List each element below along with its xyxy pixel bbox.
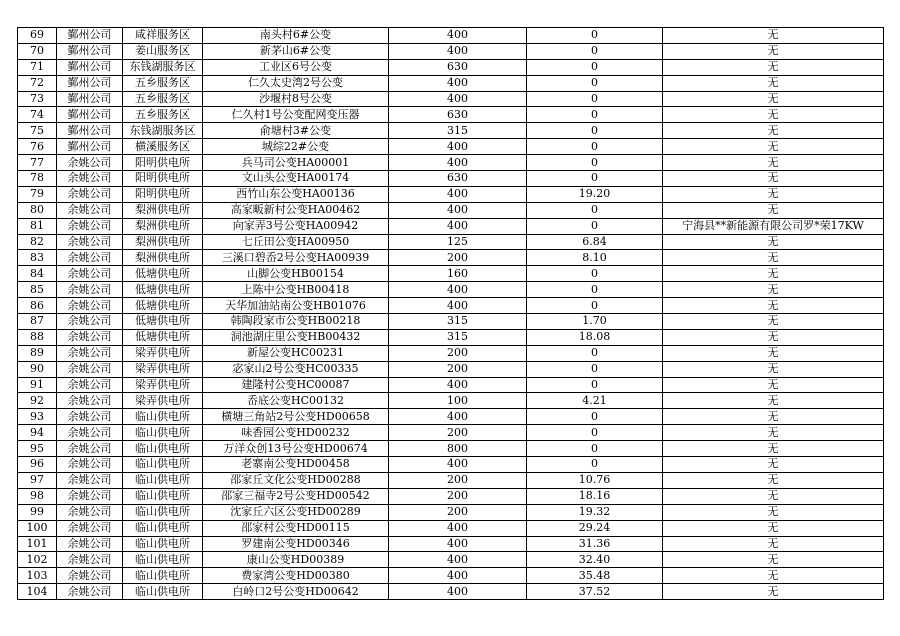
row-index: 101 xyxy=(18,536,57,552)
table-row xyxy=(18,536,884,552)
value-cell: 0 xyxy=(527,361,663,377)
transformer-name-cell: 罗建南公变HD00346 xyxy=(203,536,389,552)
table-row xyxy=(18,441,884,457)
value-cell: 31.36 xyxy=(527,536,663,552)
service-area-cell: 横溪服务区 xyxy=(123,139,203,155)
note-cell: 无 xyxy=(663,43,884,59)
value-cell: 0 xyxy=(527,202,663,218)
company-cell: 鄞州公司 xyxy=(57,139,123,155)
note-cell: 无 xyxy=(663,107,884,123)
table-row xyxy=(18,488,884,504)
company-cell: 鄞州公司 xyxy=(57,43,123,59)
note-cell: 无 xyxy=(663,28,884,44)
table-row xyxy=(18,457,884,473)
data-table xyxy=(17,27,884,600)
transformer-name-cell: 山脚公变HB00154 xyxy=(203,266,389,282)
row-index: 73 xyxy=(18,91,57,107)
value-cell: 18.16 xyxy=(527,488,663,504)
capacity-cell: 125 xyxy=(389,234,527,250)
note-cell: 无 xyxy=(663,314,884,330)
service-area-cell: 梨洲供电所 xyxy=(123,250,203,266)
company-cell: 余姚公司 xyxy=(57,568,123,584)
row-index: 86 xyxy=(18,298,57,314)
note-cell: 无 xyxy=(663,361,884,377)
service-area-cell: 低塘供电所 xyxy=(123,282,203,298)
row-index: 77 xyxy=(18,155,57,171)
company-cell: 余姚公司 xyxy=(57,266,123,282)
table-row xyxy=(18,75,884,91)
capacity-cell: 200 xyxy=(389,472,527,488)
note-cell: 无 xyxy=(663,202,884,218)
company-cell: 余姚公司 xyxy=(57,282,123,298)
value-cell: 0 xyxy=(527,43,663,59)
value-cell: 6.84 xyxy=(527,234,663,250)
table-row xyxy=(18,584,884,600)
capacity-cell: 400 xyxy=(389,75,527,91)
table-row xyxy=(18,282,884,298)
capacity-cell: 400 xyxy=(389,91,527,107)
service-area-cell: 梨洲供电所 xyxy=(123,218,203,234)
table-row xyxy=(18,472,884,488)
note-cell: 无 xyxy=(663,393,884,409)
note-cell: 无 xyxy=(663,409,884,425)
company-cell: 余姚公司 xyxy=(57,377,123,393)
table-row xyxy=(18,234,884,250)
table-row xyxy=(18,59,884,75)
service-area-cell: 梁弄供电所 xyxy=(123,361,203,377)
company-cell: 余姚公司 xyxy=(57,457,123,473)
company-cell: 余姚公司 xyxy=(57,441,123,457)
value-cell: 37.52 xyxy=(527,584,663,600)
capacity-cell: 400 xyxy=(389,139,527,155)
table-row xyxy=(18,504,884,520)
row-index: 72 xyxy=(18,75,57,91)
row-index: 98 xyxy=(18,488,57,504)
capacity-cell: 200 xyxy=(389,250,527,266)
note-cell: 无 xyxy=(663,59,884,75)
value-cell: 0 xyxy=(527,441,663,457)
capacity-cell: 400 xyxy=(389,568,527,584)
transformer-name-cell: 城综22#公变 xyxy=(203,139,389,155)
value-cell: 18.08 xyxy=(527,329,663,345)
table-row xyxy=(18,329,884,345)
service-area-cell: 梁弄供电所 xyxy=(123,393,203,409)
note-cell: 无 xyxy=(663,377,884,393)
table-row xyxy=(18,298,884,314)
service-area-cell: 临山供电所 xyxy=(123,584,203,600)
table-row xyxy=(18,520,884,536)
note-cell: 无 xyxy=(663,520,884,536)
row-index: 89 xyxy=(18,345,57,361)
note-cell: 无 xyxy=(663,171,884,187)
service-area-cell: 低塘供电所 xyxy=(123,314,203,330)
table-row xyxy=(18,218,884,234)
value-cell: 8.10 xyxy=(527,250,663,266)
note-cell: 无 xyxy=(663,282,884,298)
row-index: 92 xyxy=(18,393,57,409)
transformer-name-cell: 西竹山东公变HA00136 xyxy=(203,186,389,202)
row-index: 83 xyxy=(18,250,57,266)
transformer-name-cell: 邵家村公变HD00115 xyxy=(203,520,389,536)
value-cell: 0 xyxy=(527,298,663,314)
company-cell: 鄞州公司 xyxy=(57,59,123,75)
company-cell: 余姚公司 xyxy=(57,520,123,536)
value-cell: 0 xyxy=(527,75,663,91)
capacity-cell: 400 xyxy=(389,457,527,473)
row-index: 95 xyxy=(18,441,57,457)
note-cell: 无 xyxy=(663,536,884,552)
note-cell: 无 xyxy=(663,441,884,457)
note-cell: 无 xyxy=(663,504,884,520)
table-body xyxy=(18,28,884,600)
transformer-name-cell: 工业区6号公变 xyxy=(203,59,389,75)
row-index: 104 xyxy=(18,584,57,600)
table-row xyxy=(18,139,884,155)
table-row xyxy=(18,202,884,218)
note-cell: 无 xyxy=(663,472,884,488)
note-cell: 无 xyxy=(663,123,884,139)
company-cell: 鄞州公司 xyxy=(57,75,123,91)
table-row xyxy=(18,377,884,393)
transformer-name-cell: 仁久村1号公变配网变压器 xyxy=(203,107,389,123)
transformer-name-cell: 天华加油站南公变HB01076 xyxy=(203,298,389,314)
company-cell: 鄞州公司 xyxy=(57,107,123,123)
note-cell: 无 xyxy=(663,298,884,314)
capacity-cell: 400 xyxy=(389,377,527,393)
transformer-name-cell: 建隆村公变HC00087 xyxy=(203,377,389,393)
table-row xyxy=(18,155,884,171)
capacity-cell: 200 xyxy=(389,425,527,441)
service-area-cell: 临山供电所 xyxy=(123,409,203,425)
transformer-name-cell: 沙堰村8号公变 xyxy=(203,91,389,107)
row-index: 75 xyxy=(18,123,57,139)
value-cell: 0 xyxy=(527,155,663,171)
service-area-cell: 东钱湖服务区 xyxy=(123,123,203,139)
table-row xyxy=(18,123,884,139)
capacity-cell: 400 xyxy=(389,202,527,218)
transformer-name-cell: 上陈中公变HB00418 xyxy=(203,282,389,298)
service-area-cell: 临山供电所 xyxy=(123,568,203,584)
row-index: 71 xyxy=(18,59,57,75)
company-cell: 余姚公司 xyxy=(57,155,123,171)
company-cell: 余姚公司 xyxy=(57,488,123,504)
transformer-name-cell: 新屋公变HC00231 xyxy=(203,345,389,361)
transformer-name-cell: 新茅山6#公变 xyxy=(203,43,389,59)
transformer-name-cell: 老寨南公变HD00458 xyxy=(203,457,389,473)
row-index: 94 xyxy=(18,425,57,441)
transformer-name-cell: 兵马司公变HA00001 xyxy=(203,155,389,171)
transformer-name-cell: 韩陶段家市公变HB00218 xyxy=(203,314,389,330)
company-cell: 余姚公司 xyxy=(57,171,123,187)
service-area-cell: 东钱湖服务区 xyxy=(123,59,203,75)
company-cell: 余姚公司 xyxy=(57,298,123,314)
table-row xyxy=(18,568,884,584)
note-cell: 无 xyxy=(663,266,884,282)
service-area-cell: 低塘供电所 xyxy=(123,266,203,282)
value-cell: 1.70 xyxy=(527,314,663,330)
row-index: 103 xyxy=(18,568,57,584)
table-row xyxy=(18,266,884,282)
transformer-name-cell: 费家湾公变HD00380 xyxy=(203,568,389,584)
note-cell: 无 xyxy=(663,425,884,441)
note-cell: 无 xyxy=(663,457,884,473)
company-cell: 余姚公司 xyxy=(57,584,123,600)
table-row xyxy=(18,409,884,425)
row-index: 70 xyxy=(18,43,57,59)
company-cell: 鄞州公司 xyxy=(57,123,123,139)
table-row xyxy=(18,250,884,266)
capacity-cell: 315 xyxy=(389,314,527,330)
value-cell: 35.48 xyxy=(527,568,663,584)
service-area-cell: 临山供电所 xyxy=(123,552,203,568)
service-area-cell: 临山供电所 xyxy=(123,536,203,552)
row-index: 102 xyxy=(18,552,57,568)
row-index: 100 xyxy=(18,520,57,536)
company-cell: 余姚公司 xyxy=(57,361,123,377)
table-row xyxy=(18,345,884,361)
capacity-cell: 100 xyxy=(389,393,527,409)
note-cell: 无 xyxy=(663,234,884,250)
row-index: 91 xyxy=(18,377,57,393)
note-cell: 无 xyxy=(663,345,884,361)
transformer-name-cell: 万洋众创13号公变HD00674 xyxy=(203,441,389,457)
transformer-name-cell: 仁久太史湾2号公变 xyxy=(203,75,389,91)
table-row xyxy=(18,186,884,202)
capacity-cell: 630 xyxy=(389,107,527,123)
note-cell: 无 xyxy=(663,329,884,345)
capacity-cell: 400 xyxy=(389,155,527,171)
service-area-cell: 临山供电所 xyxy=(123,504,203,520)
value-cell: 0 xyxy=(527,139,663,155)
company-cell: 余姚公司 xyxy=(57,425,123,441)
transformer-name-cell: 横塘三角站2号公变HD00658 xyxy=(203,409,389,425)
service-area-cell: 梁弄供电所 xyxy=(123,377,203,393)
value-cell: 0 xyxy=(527,345,663,361)
transformer-name-cell: 文山头公变HA00174 xyxy=(203,171,389,187)
company-cell: 余姚公司 xyxy=(57,472,123,488)
transformer-name-cell: 高家畈新村公变HA00462 xyxy=(203,202,389,218)
row-index: 79 xyxy=(18,186,57,202)
row-index: 81 xyxy=(18,218,57,234)
service-area-cell: 咸祥服务区 xyxy=(123,28,203,44)
value-cell: 0 xyxy=(527,91,663,107)
capacity-cell: 400 xyxy=(389,43,527,59)
row-index: 93 xyxy=(18,409,57,425)
capacity-cell: 400 xyxy=(389,298,527,314)
capacity-cell: 400 xyxy=(389,186,527,202)
capacity-cell: 200 xyxy=(389,504,527,520)
value-cell: 0 xyxy=(527,409,663,425)
value-cell: 10.76 xyxy=(527,472,663,488)
table-row xyxy=(18,43,884,59)
note-cell: 无 xyxy=(663,488,884,504)
row-index: 88 xyxy=(18,329,57,345)
transformer-name-cell: 洞池湖庄里公变HB00432 xyxy=(203,329,389,345)
table-row xyxy=(18,91,884,107)
note-cell: 无 xyxy=(663,568,884,584)
service-area-cell: 五乡服务区 xyxy=(123,75,203,91)
capacity-cell: 315 xyxy=(389,123,527,139)
company-cell: 余姚公司 xyxy=(57,234,123,250)
company-cell: 余姚公司 xyxy=(57,329,123,345)
row-index: 69 xyxy=(18,28,57,44)
service-area-cell: 低塘供电所 xyxy=(123,298,203,314)
note-cell: 无 xyxy=(663,250,884,266)
table-row xyxy=(18,552,884,568)
capacity-cell: 400 xyxy=(389,536,527,552)
service-area-cell: 梨洲供电所 xyxy=(123,234,203,250)
row-index: 76 xyxy=(18,139,57,155)
value-cell: 0 xyxy=(527,377,663,393)
note-cell: 无 xyxy=(663,139,884,155)
note-cell: 无 xyxy=(663,584,884,600)
capacity-cell: 400 xyxy=(389,584,527,600)
row-index: 85 xyxy=(18,282,57,298)
transformer-name-cell: 邵家丘文化公变HD00288 xyxy=(203,472,389,488)
note-cell: 无 xyxy=(663,91,884,107)
value-cell: 4.21 xyxy=(527,393,663,409)
transformer-name-cell: 白岭口2号公变HD00642 xyxy=(203,584,389,600)
table-row xyxy=(18,171,884,187)
company-cell: 余姚公司 xyxy=(57,314,123,330)
value-cell: 0 xyxy=(527,282,663,298)
note-cell: 宁海县**新能源有限公司罗*荣17KW xyxy=(663,218,884,234)
service-area-cell: 临山供电所 xyxy=(123,520,203,536)
transformer-name-cell: 南头村6#公变 xyxy=(203,28,389,44)
value-cell: 0 xyxy=(527,59,663,75)
value-cell: 0 xyxy=(527,28,663,44)
service-area-cell: 临山供电所 xyxy=(123,488,203,504)
value-cell: 19.20 xyxy=(527,186,663,202)
service-area-cell: 梁弄供电所 xyxy=(123,345,203,361)
service-area-cell: 阳明供电所 xyxy=(123,171,203,187)
note-cell: 无 xyxy=(663,552,884,568)
capacity-cell: 200 xyxy=(389,361,527,377)
row-index: 84 xyxy=(18,266,57,282)
capacity-cell: 200 xyxy=(389,488,527,504)
company-cell: 余姚公司 xyxy=(57,345,123,361)
transformer-name-cell: 康山公变HD00389 xyxy=(203,552,389,568)
capacity-cell: 400 xyxy=(389,218,527,234)
row-index: 90 xyxy=(18,361,57,377)
row-index: 97 xyxy=(18,472,57,488)
value-cell: 0 xyxy=(527,123,663,139)
company-cell: 余姚公司 xyxy=(57,218,123,234)
table-row xyxy=(18,314,884,330)
service-area-cell: 临山供电所 xyxy=(123,472,203,488)
value-cell: 0 xyxy=(527,457,663,473)
row-index: 82 xyxy=(18,234,57,250)
row-index: 99 xyxy=(18,504,57,520)
table-row xyxy=(18,425,884,441)
service-area-cell: 临山供电所 xyxy=(123,457,203,473)
service-area-cell: 阳明供电所 xyxy=(123,186,203,202)
capacity-cell: 400 xyxy=(389,520,527,536)
table-row xyxy=(18,361,884,377)
value-cell: 0 xyxy=(527,425,663,441)
service-area-cell: 阳明供电所 xyxy=(123,155,203,171)
company-cell: 余姚公司 xyxy=(57,552,123,568)
capacity-cell: 315 xyxy=(389,329,527,345)
row-index: 78 xyxy=(18,171,57,187)
capacity-cell: 400 xyxy=(389,552,527,568)
capacity-cell: 630 xyxy=(389,171,527,187)
transformer-name-cell: 沈家丘六区公变HD00289 xyxy=(203,504,389,520)
capacity-cell: 400 xyxy=(389,282,527,298)
company-cell: 余姚公司 xyxy=(57,409,123,425)
row-index: 74 xyxy=(18,107,57,123)
company-cell: 余姚公司 xyxy=(57,250,123,266)
service-area-cell: 姜山服务区 xyxy=(123,43,203,59)
value-cell: 29.24 xyxy=(527,520,663,536)
transformer-name-cell: 俞塘村3#公变 xyxy=(203,123,389,139)
row-index: 87 xyxy=(18,314,57,330)
company-cell: 余姚公司 xyxy=(57,186,123,202)
transformer-name-cell: 向家弄3号公变HA00942 xyxy=(203,218,389,234)
service-area-cell: 临山供电所 xyxy=(123,425,203,441)
capacity-cell: 200 xyxy=(389,345,527,361)
company-cell: 余姚公司 xyxy=(57,536,123,552)
capacity-cell: 800 xyxy=(389,441,527,457)
row-index: 96 xyxy=(18,457,57,473)
service-area-cell: 低塘供电所 xyxy=(123,329,203,345)
capacity-cell: 160 xyxy=(389,266,527,282)
note-cell: 无 xyxy=(663,186,884,202)
table-row xyxy=(18,107,884,123)
note-cell: 无 xyxy=(663,75,884,91)
service-area-cell: 临山供电所 xyxy=(123,441,203,457)
row-index: 80 xyxy=(18,202,57,218)
transformer-name-cell: 宓家山2号公变HC00335 xyxy=(203,361,389,377)
table-row xyxy=(18,393,884,409)
value-cell: 19.32 xyxy=(527,504,663,520)
value-cell: 0 xyxy=(527,266,663,282)
company-cell: 余姚公司 xyxy=(57,504,123,520)
capacity-cell: 400 xyxy=(389,28,527,44)
value-cell: 0 xyxy=(527,171,663,187)
transformer-name-cell: 邵家三福寺2号公变HD00542 xyxy=(203,488,389,504)
value-cell: 0 xyxy=(527,218,663,234)
company-cell: 鄞州公司 xyxy=(57,28,123,44)
value-cell: 32.40 xyxy=(527,552,663,568)
company-cell: 鄞州公司 xyxy=(57,91,123,107)
value-cell: 0 xyxy=(527,107,663,123)
transformer-name-cell: 七丘田公变HA00950 xyxy=(203,234,389,250)
company-cell: 余姚公司 xyxy=(57,393,123,409)
capacity-cell: 630 xyxy=(389,59,527,75)
company-cell: 余姚公司 xyxy=(57,202,123,218)
service-area-cell: 梨洲供电所 xyxy=(123,202,203,218)
note-cell: 无 xyxy=(663,155,884,171)
capacity-cell: 400 xyxy=(389,409,527,425)
service-area-cell: 五乡服务区 xyxy=(123,91,203,107)
table-row xyxy=(18,28,884,44)
transformer-name-cell: 味香园公变HD00232 xyxy=(203,425,389,441)
transformer-name-cell: 三溪口碧岙2号公变HA00939 xyxy=(203,250,389,266)
transformer-name-cell: 岙底公变HC00132 xyxy=(203,393,389,409)
service-area-cell: 五乡服务区 xyxy=(123,107,203,123)
